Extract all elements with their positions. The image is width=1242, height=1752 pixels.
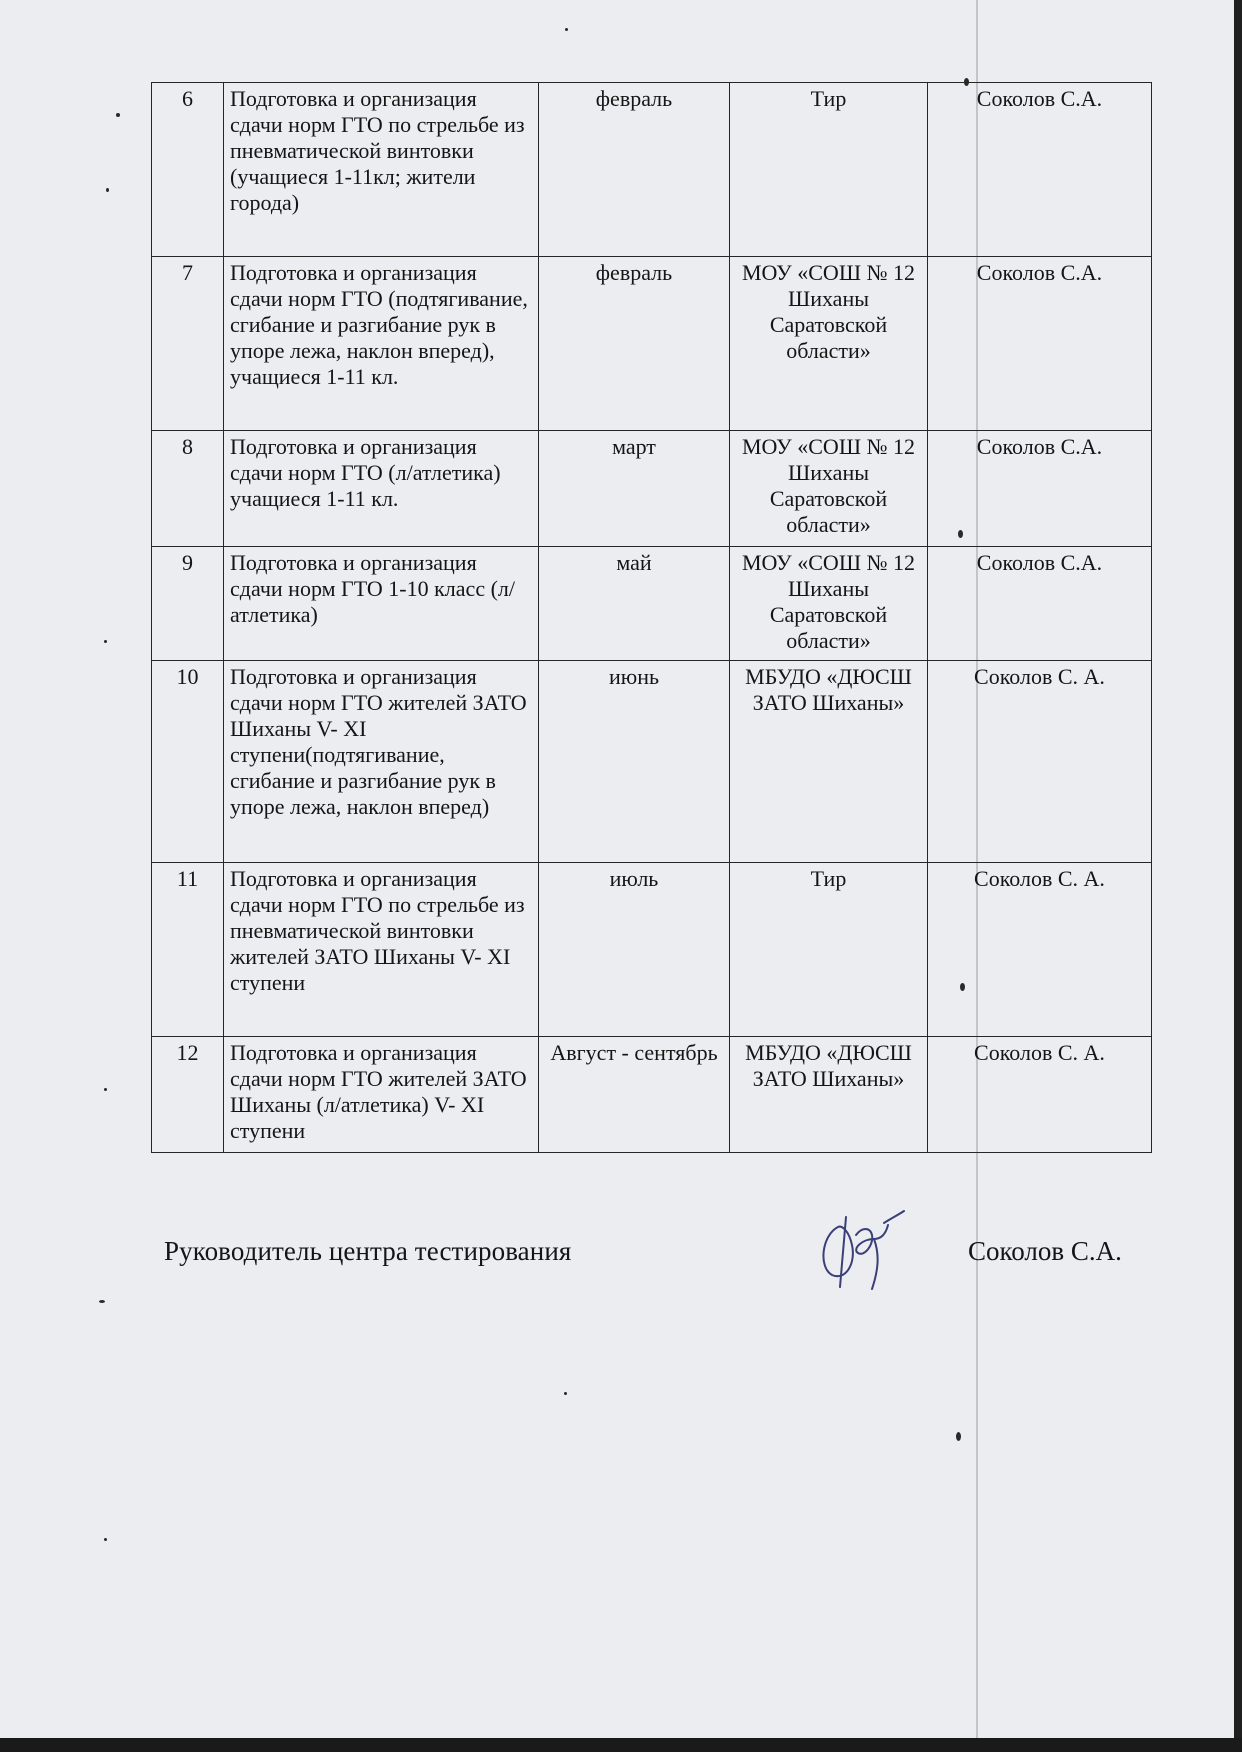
- row-number: 12: [152, 1037, 224, 1153]
- row-month: май: [539, 547, 730, 661]
- table-row: [152, 547, 1152, 661]
- row-place: МБУДО «ДЮСШ ЗАТО Шиханы»: [730, 661, 928, 863]
- row-responsible: Соколов С.А.: [928, 431, 1152, 547]
- row-place: МОУ «СОШ № 12 Шиханы Саратовской области»: [730, 257, 928, 431]
- row-responsible: Соколов С. А.: [928, 661, 1152, 863]
- table-row: [152, 661, 1152, 863]
- row-place: МОУ «СОШ № 12 Шиханы Саратовской области»: [730, 431, 928, 547]
- table-row: [152, 257, 1152, 431]
- row-number: 11: [152, 863, 224, 1037]
- table-row: [152, 1037, 1152, 1153]
- row-description: Подготовка и организация сдачи норм ГТО по стрельбе из пневматической винтовки жителей ЗАТО Шиханы V- XI ступени: [224, 863, 539, 1037]
- footer-role-title: Руководитель центра тестирования: [164, 1236, 572, 1266]
- row-place: МБУДО «ДЮСШ ЗАТО Шиханы»: [730, 1037, 928, 1153]
- row-description: Подготовка и организация сдачи норм ГТО (л/атлетика) учащиеся 1-11 кл.: [224, 431, 539, 547]
- row-place: Тир: [730, 863, 928, 1037]
- row-description: Подготовка и организация сдачи норм ГТО жителей ЗАТО Шиханы (л/атлетика) V- XI ступени: [224, 1037, 539, 1153]
- row-number: 9: [152, 547, 224, 661]
- row-month: февраль: [539, 83, 730, 257]
- scan-edge-bottom: [0, 1738, 1242, 1752]
- row-description: Подготовка и организация сдачи норм ГТО (подтягивание, сгибание и разгибание рук в упоре лежа, наклон вперед), учащиеся 1-11 кл.: [224, 257, 539, 431]
- row-description: Подготовка и организация сдачи норм ГТО жителей ЗАТО Шиханы V- XI ступени(подтягивание, сгибание и разгибание рук в упоре лежа, наклон вперед): [224, 661, 539, 863]
- row-responsible: Соколов С.А.: [928, 257, 1152, 431]
- row-description: Подготовка и организация сдачи норм ГТО по стрельбе из пневматической винтовки (учащиеся 1-11кл; жители города): [224, 83, 539, 257]
- dust-speck: [564, 1392, 567, 1395]
- events-table: [151, 82, 1152, 1153]
- row-month: июнь: [539, 661, 730, 863]
- footer-signer-name: Соколов С.А.: [968, 1236, 1122, 1266]
- row-number: 8: [152, 431, 224, 547]
- row-month: июль: [539, 863, 730, 1037]
- row-description: Подготовка и организация сдачи норм ГТО 1-10 класс (л/атлетика): [224, 547, 539, 661]
- row-number: 10: [152, 661, 224, 863]
- row-responsible: Соколов С. А.: [928, 1037, 1152, 1153]
- row-number: 7: [152, 257, 224, 431]
- scan-edge-right: [1234, 0, 1242, 1752]
- row-month: март: [539, 431, 730, 547]
- table-row: [152, 83, 1152, 257]
- row-number: 6: [152, 83, 224, 257]
- events-table-body: [152, 83, 1152, 1153]
- row-month: Август - сентябрь: [539, 1037, 730, 1153]
- dust-speck: [99, 1300, 105, 1303]
- row-place: МОУ «СОШ № 12 Шиханы Саратовской области»: [730, 547, 928, 661]
- dust-speck: [104, 1088, 107, 1091]
- row-place: Тир: [730, 83, 928, 257]
- row-month: февраль: [539, 257, 730, 431]
- handwritten-signature: [812, 1205, 922, 1295]
- dust-speck: [565, 28, 568, 31]
- table-row: [152, 431, 1152, 547]
- dust-speck: [104, 1538, 107, 1541]
- dust-speck: [116, 113, 120, 117]
- dust-speck: [104, 640, 107, 643]
- row-responsible: Соколов С.А.: [928, 83, 1152, 257]
- row-responsible: Соколов С.А.: [928, 547, 1152, 661]
- table-row: [152, 863, 1152, 1037]
- row-responsible: Соколов С. А.: [928, 863, 1152, 1037]
- dust-speck: [106, 188, 109, 192]
- dust-speck: [956, 1432, 961, 1441]
